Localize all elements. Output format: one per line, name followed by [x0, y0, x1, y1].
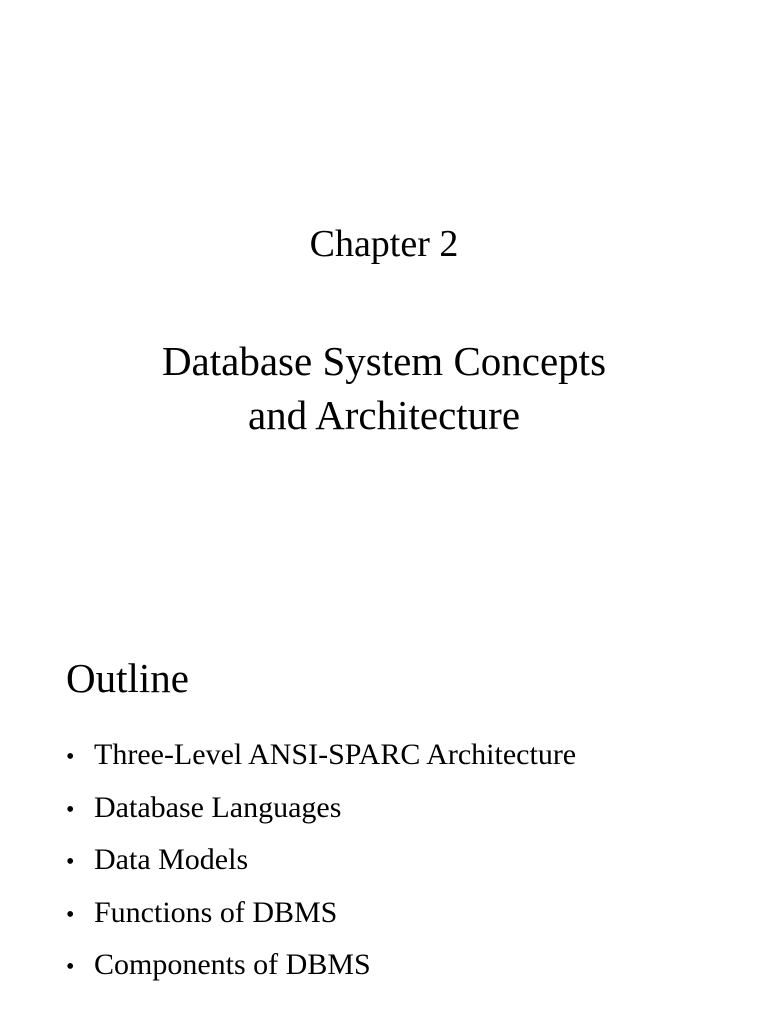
bullet-icon: • — [66, 849, 75, 875]
list-item — [66, 888, 746, 941]
title-line-2: and Architecture — [247, 392, 521, 438]
outline-slide — [66, 650, 746, 993]
list-item — [66, 940, 746, 993]
bullet-icon: • — [66, 901, 75, 928]
list-item-label: Data Models — [94, 843, 249, 876]
chapter-label: Chapter 2 — [309, 223, 459, 265]
list-item — [66, 835, 746, 888]
title-slide — [0, 216, 768, 442]
slide-title — [0, 334, 768, 442]
title-line-1: Database System Concepts — [161, 338, 607, 384]
list-item-label: Database Languages — [94, 790, 342, 824]
list-item-label: Components of DBMS — [94, 948, 371, 981]
bullet-icon: • — [66, 796, 75, 823]
list-item-label: Functions of DBMS — [94, 895, 338, 929]
bullet-icon: • — [66, 954, 75, 980]
bullet-icon: • — [66, 744, 75, 770]
list-item-label: Three-Level ANSI-SPARC Architecture — [94, 738, 577, 771]
list-item — [66, 730, 746, 783]
outline-list — [66, 730, 746, 993]
outline-heading: Outline — [66, 655, 189, 701]
list-item — [66, 783, 746, 836]
